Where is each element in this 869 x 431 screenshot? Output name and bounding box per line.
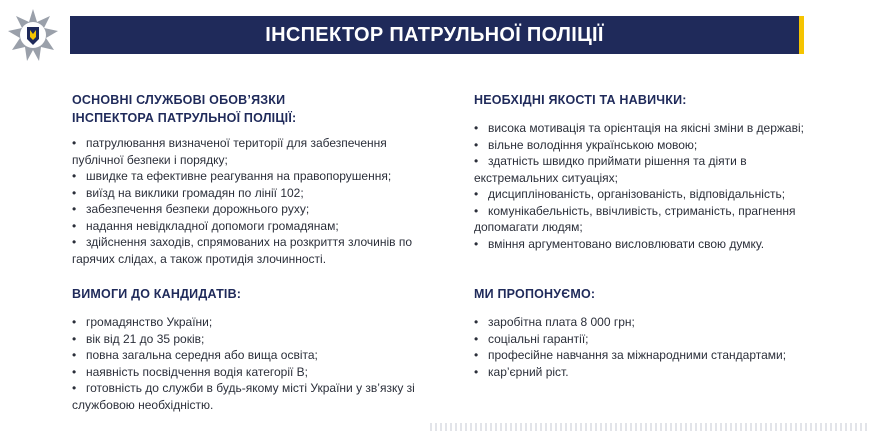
list-item: • швидке та ефективне реагування на правопорушення; — [72, 169, 392, 183]
list-item: • соціальні гарантії; — [474, 331, 589, 346]
duties-list — [72, 135, 437, 267]
offer-title: МИ ПРОПОНУЄМО: — [474, 287, 596, 301]
list-item: • здатність швидко приймати рішення та діяти в екстремальних ситуаціях; — [474, 154, 747, 185]
list-item: • дисциплінованість, організованість, відповідальність; — [474, 187, 786, 201]
qualities-title: НЕОБХІДНІ ЯКОСТІ ТА НАВИЧКИ: — [474, 93, 687, 107]
offer-list — [474, 314, 819, 380]
list-item: • кар’єрний ріст. — [474, 364, 569, 379]
duties-title — [72, 91, 437, 127]
decorative-divider — [430, 423, 869, 431]
list-item: • наявність посвідчення водія категорії В; — [72, 364, 309, 379]
qualities-list — [474, 120, 819, 252]
list-item: • професійне навчання за міжнародними стандартами; — [474, 348, 787, 362]
list-item: • повна загальна середня або вища освіта; — [72, 348, 318, 362]
list-item: • вміння аргументовано висловлювати свою думку. — [474, 236, 765, 251]
list-item: • заробітна плата 8 000 грн; — [474, 315, 635, 329]
offer-section — [474, 285, 819, 380]
list-item: • вільне володіння українською мовою; — [474, 137, 698, 152]
list-item: • здійснення заходів, спрямованих на розкриття злочинів по гарячих слідах, а також протидія злочинності. — [72, 235, 413, 266]
list-item: • громадянство України; — [72, 315, 213, 329]
list-item: • вік від 21 до 35 років; — [72, 331, 205, 346]
page-title: ІНСПЕКТОР ПАТРУЛЬНОЇ ПОЛІЦІЇ — [265, 23, 604, 46]
list-item: • комунікабельність, ввічливість, стриманість, прагнення допомагати людям; — [474, 203, 796, 234]
list-item: • забезпечення безпеки дорожнього руху; — [72, 202, 310, 216]
qualities-section — [474, 91, 819, 252]
list-item: • висока мотивація та орієнтація на якісні зміни в державі; — [474, 121, 804, 135]
list-item: • патрулювання визначеної території для забезпечення публічної безпеки і порядку; — [72, 136, 387, 167]
duties-title-line1: ОСНОВНІ СЛУЖБОВІ ОБОВ’ЯЗКИ — [72, 93, 286, 107]
police-emblem-icon — [6, 8, 60, 62]
requirements-title: ВИМОГИ ДО КАНДИДАТІВ: — [72, 287, 242, 301]
requirements-list — [72, 314, 422, 413]
list-item: • надання невідкладної допомоги громадянам; — [72, 218, 339, 233]
list-item: • виїзд на виклики громадян по лінії 102; — [72, 185, 304, 200]
duties-title-line2: ІНСПЕКТОРА ПАТРУЛЬНОЇ ПОЛІЦІЇ: — [72, 111, 297, 125]
requirements-section — [72, 285, 422, 413]
duties-section — [72, 91, 437, 267]
title-banner — [70, 16, 804, 54]
list-item: • готовність до служби в будь-якому місті України у зв’язку зі службовою необхідністю. — [72, 381, 415, 412]
